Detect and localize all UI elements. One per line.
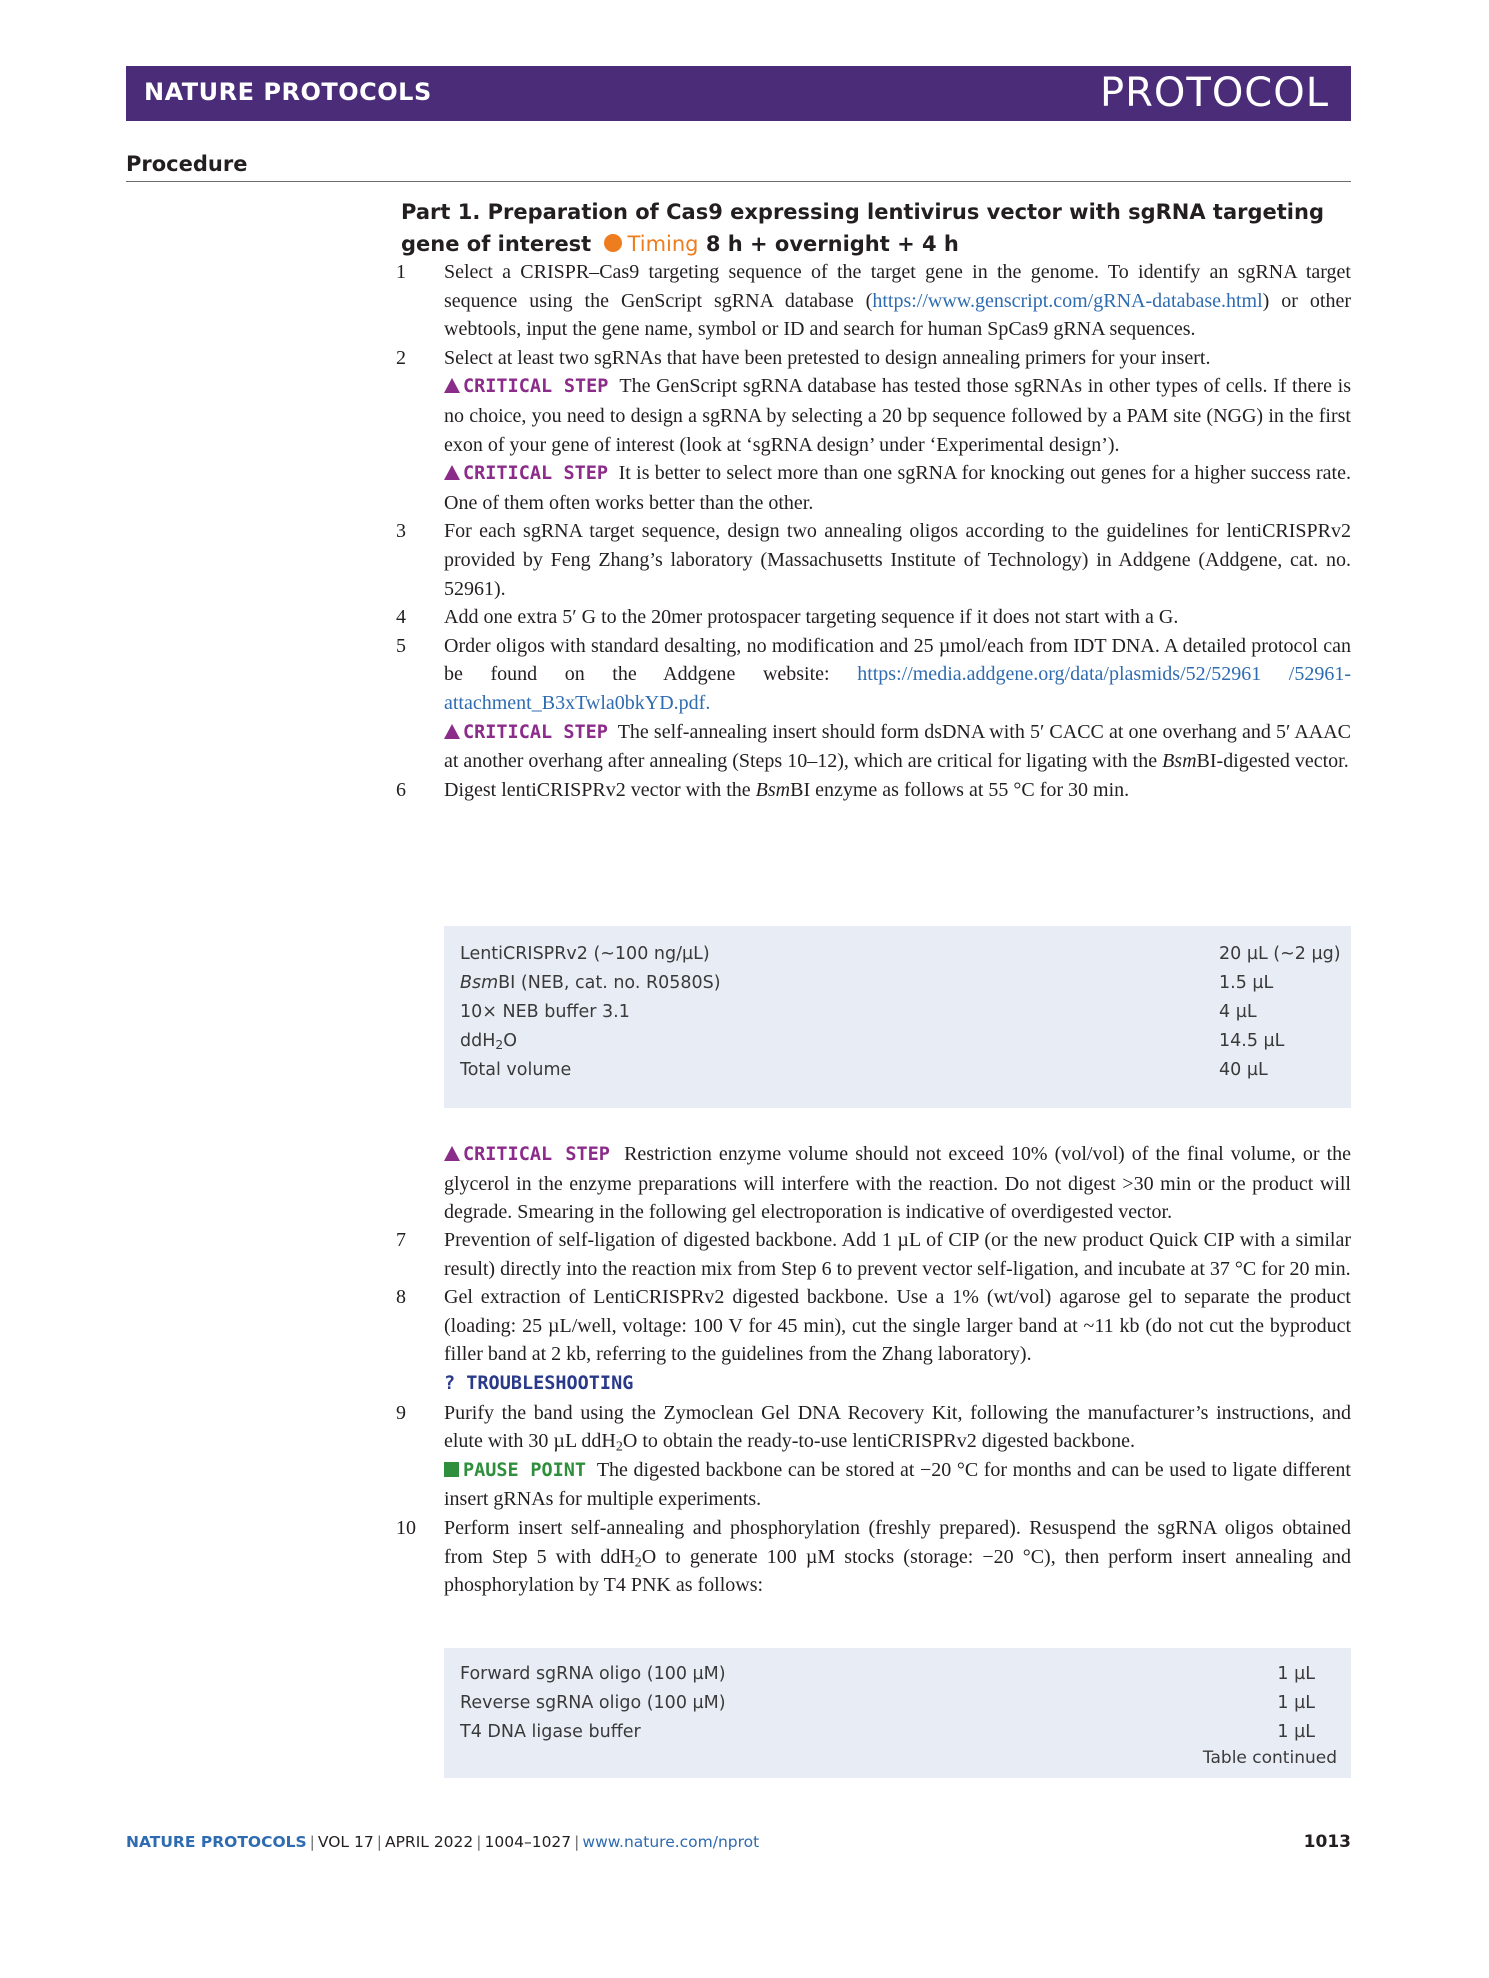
table-cell-label: T4 DNA ligase buffer — [460, 1722, 641, 1742]
subscript: 2 — [634, 1555, 642, 1571]
procedure-steps-part-b — [396, 1226, 1351, 1600]
table-cell-label: Reverse sgRNA oligo (100 µM) — [460, 1693, 726, 1713]
page-footer: NATURE PROTOCOLS | VOL 17 | APRIL 2022 | 1004–1027 | www.nature.com/nprot — [126, 1833, 760, 1851]
label-text: BI (NEB, cat. no. R0580S) — [498, 973, 721, 993]
footer-journal: NATURE PROTOCOLS — [126, 1833, 307, 1851]
table-row — [444, 1660, 1351, 1689]
footer-pages: 1004–1027 — [484, 1833, 572, 1851]
timing-dot-icon — [604, 234, 622, 252]
step-text: Purify the band using the Zymoclean Gel DNA Recovery Kit, following the manufacturer’s instructions, and elute with 30 µL ddH — [444, 1401, 1351, 1453]
critical-triangle-icon — [444, 378, 460, 393]
step-text: O to generate 100 µM stocks (storage: −20 °C), then perform insert annealing and phosphorylation by T4 PNK as follows: — [444, 1545, 1351, 1597]
step-number: 1 — [396, 261, 406, 283]
step-text: O to obtain the ready-to-use lentiCRISPRv2 digested backbone. — [622, 1430, 1136, 1453]
subscript: 2 — [495, 1038, 504, 1053]
step-text: Digest lentiCRISPRv2 vector with the — [444, 778, 756, 801]
table-row — [444, 969, 1351, 998]
table-cell-label: Forward sgRNA oligo (100 µM) — [460, 1664, 726, 1684]
italic-text: Bsm — [1162, 750, 1197, 773]
digestion-reaction-table — [444, 926, 1351, 1108]
step-text: ) or other webtools, input the gene name, symbol or ID and search for human SpCas9 gRNA sequences. — [444, 289, 1351, 341]
critical-text: It is better to select more than one sgRNA for knocking out genes for a higher success rate. One of them often works better than the other. — [444, 462, 1351, 514]
step-9 — [396, 1399, 1351, 1514]
step-number: 8 — [396, 1286, 406, 1309]
critical-step-note — [444, 459, 1351, 517]
step-text: Select at least two sgRNAs that have been pretested to design annealing primers for your insert. — [444, 346, 1211, 369]
table-cell-label: LentiCRISPRv2 (~100 ng/µL) — [460, 944, 710, 964]
label-text: ddH — [460, 1031, 496, 1051]
step-3 — [396, 517, 1351, 603]
table-cell-value: 1 µL — [1277, 1693, 1315, 1713]
genscript-database-link[interactable]: https://www.genscript.com/gRNA-database.html — [872, 289, 1263, 312]
table-row — [444, 998, 1351, 1027]
step-5 — [396, 632, 1351, 776]
table-cell-value: 20 µL (~2 µg) — [1219, 944, 1341, 964]
step-number: 3 — [396, 520, 406, 543]
table-cell-value: 1.5 µL — [1219, 973, 1274, 993]
step-10 — [396, 1514, 1351, 1600]
critical-text: Restriction enzyme volume should not exceed 10% (vol/vol) of the final volume, or the glycerol in the enzyme preparations will interfere with the reaction. Do not digest >30 min or the product will degrade. Smearing in the following gel electroporation is indicative of overdigested vector. — [444, 1143, 1352, 1224]
critical-text: The self-annealing insert should form dsDNA with 5′ CACC at one overhang and 5′ AAAC at another overhang after annealing (Steps 10–12), which are critical for ligating with the — [444, 720, 1351, 773]
table-cell-value: 40 µL — [1219, 1060, 1268, 1080]
step-1 — [396, 258, 1351, 344]
critical-step-label: CRITICAL STEP — [463, 1144, 610, 1165]
footer-url-link[interactable]: www.nature.com/nprot — [582, 1833, 760, 1851]
table-row — [444, 940, 1351, 969]
critical-step-note — [444, 718, 1351, 776]
step-number: 4 — [396, 606, 406, 629]
critical-step-label: CRITICAL STEP — [463, 376, 609, 398]
section-heading: Procedure — [126, 152, 248, 176]
pause-point-label: PAUSE POINT — [463, 1459, 587, 1481]
table-cell-value: 1 µL — [1277, 1722, 1315, 1742]
part-title-text: Part 1. Preparation of Cas9 expressing lentivirus vector with sgRNA targeting gene of interest — [401, 200, 1324, 256]
journal-name: NATURE PROTOCOLS — [144, 78, 432, 106]
step-text: Gel extraction of LentiCRISPRv2 digested backbone. Use a 1% (wt/vol) agarose gel to separate the product (loading: 25 µL/well, voltage: 100 V for 45 min), cut the single larger band at ~11 kb (do not cut the byproduct filler band at 2 kb, referring to the guidelines from the Zhang laboratory). — [444, 1286, 1351, 1366]
step-8 — [396, 1283, 1351, 1398]
step-text: BI enzyme as follows at 55 °C for 30 min. — [790, 778, 1130, 801]
timing-label: Timing — [627, 232, 699, 256]
table-cell-label — [460, 1027, 517, 1056]
critical-text: The GenScript sgRNA database has tested those sgRNAs in other types of cells. If there is no choice, you need to design a sgRNA by selecting a 20 bp sequence followed by a PAM site (NGG) in the first exon of your gene of interest (look at ‘sgRNA design’ under ‘Experimental design’). — [444, 375, 1351, 456]
step-text: Order oligos with standard desalting, no modification and 25 µmol/each from IDT DNA. A detailed protocol can be found on the Addgene website: — [444, 634, 1351, 686]
critical-text: BI-digested vector. — [1196, 750, 1349, 773]
critical-step-label: CRITICAL STEP — [463, 463, 609, 485]
pause-text: The digested backbone can be stored at −20 °C for months and can be used to ligate different insert gRNAs for multiple experiments. — [444, 1458, 1351, 1511]
critical-step-label: CRITICAL STEP — [463, 721, 608, 743]
table-row — [444, 1718, 1351, 1747]
step-number: 5 — [396, 634, 406, 657]
step-text: For each sgRNA target sequence, design two annealing oligos according to the guidelines for lentiCRISPRv2 provided by Feng Zhang’s laboratory (Massachusetts Institute of Technology) in Addgene (Addgene, cat. no. 52961). — [444, 520, 1351, 600]
footer-date: APRIL 2022 — [384, 1833, 474, 1851]
label-text: O — [503, 1031, 517, 1051]
step-number: 7 — [396, 1229, 406, 1251]
table-cell-label: Total volume — [460, 1060, 572, 1080]
critical-step-note — [444, 372, 1351, 459]
critical-triangle-icon — [444, 1146, 460, 1161]
page-number: 1013 — [1303, 1832, 1351, 1852]
italic-text: Bsm — [460, 973, 499, 993]
step-text: Prevention of self-ligation of digested backbone. Add 1 µL of CIP (or the new product Quick CIP with a similar result) directly into the reaction mix from Step 6 to prevent vector self-ligation, and incubate at 37 °C for 20 min. — [444, 1229, 1351, 1280]
critical-step-note — [444, 1140, 1351, 1227]
step-text: Add one extra 5′ G to the 20mer protospacer targeting sequence if it does not start with a G. — [444, 606, 1179, 629]
critical-triangle-icon — [444, 465, 460, 480]
table-cell-value: 4 µL — [1219, 1002, 1257, 1022]
troubleshooting-label[interactable]: ? TROUBLESHOOTING — [444, 1372, 634, 1394]
step-6 — [396, 776, 1351, 805]
table-continued-label: Table continued — [1202, 1748, 1337, 1768]
step-2 — [396, 344, 1351, 518]
step-7 — [396, 1226, 1351, 1283]
italic-text: Bsm — [755, 778, 791, 801]
step-4 — [396, 603, 1351, 632]
step-text: Select a CRISPR–Cas9 targeting sequence of the target gene in the genome. To identify an sgRNA target sequence using the GenScript sgRNA database ( — [444, 261, 1351, 312]
pause-point-note — [444, 1456, 1351, 1514]
table-row — [444, 1689, 1351, 1718]
journal-header-bar — [126, 66, 1351, 121]
step-number: 2 — [396, 346, 406, 369]
table-row — [444, 1027, 1351, 1056]
addgene-protocol-link[interactable]: https://media.addgene.org/data/plasmids/52/52961 /52961-attachment_B3xTwla0bkYD.pdf. — [444, 663, 1351, 714]
step-number: 6 — [396, 778, 406, 801]
step-number: 10 — [396, 1516, 416, 1539]
procedure-steps-part-a — [396, 258, 1351, 804]
table-cell-value: 1 µL — [1277, 1664, 1315, 1684]
critical-triangle-icon — [444, 724, 460, 739]
table-cell-value: 14.5 µL — [1219, 1031, 1285, 1051]
pause-square-icon — [444, 1462, 459, 1477]
section-divider — [126, 181, 1351, 182]
table-cell-label: 10× NEB buffer 3.1 — [460, 1002, 630, 1022]
table-cell-label — [460, 969, 721, 998]
step-text: Perform insert self-annealing and phosphorylation (freshly prepared). Resuspend the sgRNA oligos obtained from Step 5 with ddH — [444, 1516, 1351, 1568]
subscript: 2 — [615, 1439, 623, 1455]
part-title — [401, 196, 1351, 260]
footer-volume: VOL 17 — [317, 1833, 374, 1851]
article-type: PROTOCOL — [1099, 70, 1329, 116]
table-row — [444, 1056, 1351, 1085]
annealing-reaction-table — [444, 1648, 1351, 1778]
step-number: 9 — [396, 1401, 406, 1424]
timing-value: 8 h + overnight + 4 h — [705, 232, 959, 256]
